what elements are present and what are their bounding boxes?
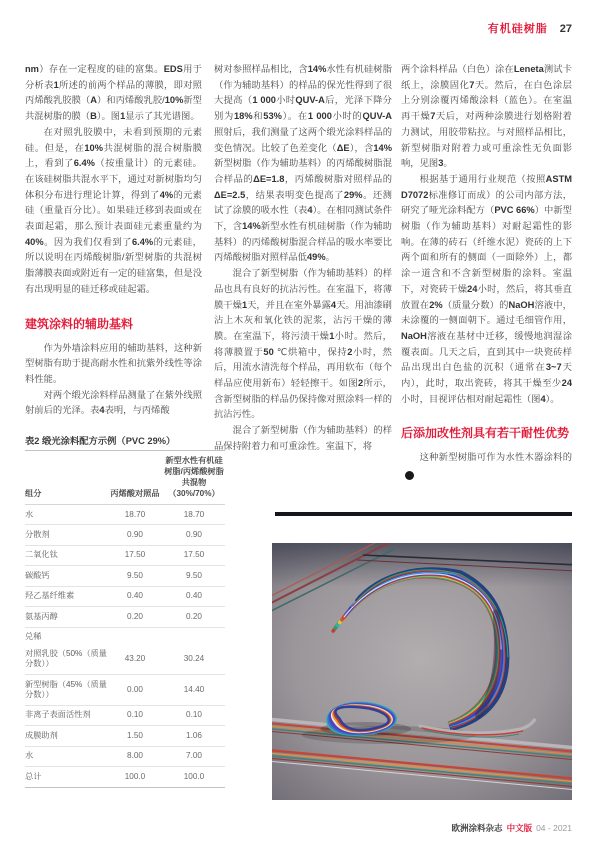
continue-arrow-icon: ❯ [405, 471, 414, 480]
column-right [401, 62, 572, 482]
paragraph: 作为外墙涂料应用的辅助基料，这种新型树脂有助于提高耐水性和抗紫外线性等涂料性能。 [25, 342, 202, 384]
table-row: 水 8.00 7.00 [25, 746, 225, 766]
formulation-table-body [25, 505, 225, 788]
table-header-row [25, 450, 225, 504]
paragraph: 树对参照样品相比，含14%水性有机硅树脂（作为辅助基料）的样品的保光性得到了很大提高（1 000小时QUV-A后，光泽下降分别为18%和53%）。在1 000小时的QUV-A照射后，我们测量了这两个缎光涂料样品的变色情况。比较了色差变化（ΔE），含14%新型树脂（作为辅助基料）的丙烯酸树脂混合样品的ΔE=1.8，丙烯酸树脂对照样品的ΔE=2.5，结果表明变色提高了29%。还测试了涂膜的吸水性（表4）。在相同测试条件下，含14%新型水性有机硅树脂（作为辅助基料）的丙烯酸树脂混合样品的吸水率要比丙烯酸树脂对照样品低49%。 [214, 64, 392, 263]
formulation-table-block [25, 434, 224, 788]
paragraph: 这种新型树脂可作为水性木器涂料的❯ [401, 450, 572, 481]
table-title: 表2 缎光涂料配方示例（PVC 29%） [25, 436, 176, 447]
column-left [25, 62, 224, 788]
table-row: 水 18.70 18.70 [25, 505, 225, 525]
footer-edition: 中文版 [506, 823, 533, 833]
section-heading: 后添加改性剂具有若干耐性优势 [401, 426, 570, 441]
section-heading: 建筑涂料的辅助基料 [25, 316, 134, 331]
paint-swirl-image [272, 543, 572, 800]
paragraph: 混合了新型树脂（作为辅助基料）的样品也具有良好的抗沾污性。在室温下，将薄膜干燥1天，并且在室外暴露4天。用油漆刷沾上木灰和氧化铁的泥浆，沾污干燥的薄膜。在室温下，将污渍干燥1小时。然后，将薄膜置于50 ℃烘箱中，保持2小时，然后，用流水清洗每个样品，再用软布（每个样品应使用新布）轻轻擦干。如图2所示，含新型树脂的样品仍保持像对照涂料一样的抗沾污性。 [214, 268, 392, 420]
table-row: 碳酸钙 9.50 9.50 [25, 566, 225, 586]
paragraph: 根据基于通用行业规范（按照ASTM D7072标准修订而成）的公司内部方法，研究了哑光涂料配方（PVC 66%）中新型树脂（作为辅助基料）对耐起霜性的影响。在薄的砖石（纤维水泥）瓷砖的上下两个面和所有的侧面（一面除外）上，都涂一道含和不含新型树脂的涂料。室温下，对瓷砖干燥24小时，然后，将其垂直放置在2%（质量分数）的NaOH溶液中，未涂覆的一侧面朝下。通过毛细管作用，NaOH溶液在基材中迁移，缓慢地润湿涂覆表面。几天之后，直到其中一块瓷砖样品出现出白色盐的沉积（通常在3~7天内），此时，取出瓷砖，将其干燥至少24小时，目视评估相对耐起霜性（图4）。 [401, 173, 572, 404]
paragraph: 对两个缎光涂料样品测量了在紫外线照射前后的光泽。表4表明，与丙烯酸 [25, 389, 202, 416]
paragraph: nm）存在一定程度的硅的富集。EDS用于分析表1所述的前两个样品的薄膜，即对照丙烯酸乳胶膜（A）和丙烯酸乳胶/10%新型共混树脂的膜（B）。图1显示了其光谱图。 [25, 64, 202, 122]
hero-top-shade [272, 543, 572, 653]
table-row: 成膜助剂 1.50 1.06 [25, 726, 225, 746]
table-row: 分散剂 0.90 0.90 [25, 525, 225, 545]
table-row: 兑稀 [25, 632, 42, 642]
paint-swirl-svg [272, 543, 572, 800]
table-row: 对照乳胶（50%（质量分数）） 43.20 30.24 [25, 644, 225, 674]
page-footer [452, 822, 572, 834]
table-row: 羟乙基纤维素 0.40 0.40 [25, 586, 225, 606]
page-number: 27 [559, 23, 572, 35]
table-row: 非离子表面活性剂 0.10 0.10 [25, 705, 225, 725]
col-header-blend: 新型水性有机硅树脂/丙烯酸树脂共混物（30%/70%） [163, 450, 225, 504]
col-header-control: 丙烯酸对照品 [107, 450, 163, 504]
paragraph: 两个涂料样品（白色）涂在Leneta测试卡纸上，涂膜固化7天。然后，在白色涂层上分别涂覆丙烯酸涂料（蓝色）。在室温再干燥7天后，对两种涂膜进行划格附着力测试，用胶带粘拉。与对照样品相比，新型树脂对附着力或可重涂性无负面影响，见图3。 [401, 64, 572, 169]
table-row: 新型树脂（45%（质量分数）） 0.00 14.40 [25, 675, 225, 706]
paragraph: 混合了新型树脂（作为辅助基料）的样品保持附着力和可重涂性。室温下，将 [214, 425, 392, 451]
page-header [488, 20, 572, 36]
col-header-component: 组分 [25, 450, 107, 504]
divider-rule [275, 512, 572, 516]
formulation-table [25, 450, 225, 788]
paragraph: 在对照乳胶膜中，未看到预期的元素硅。但是，在10%共混树脂的混合树脂膜上，看到了6.4%（按重量计）的元素硅。在该硅树脂共混水平下，通过对新树脂均匀体积分布进行理论计算，得到了4%的元素硅（重量百分比）。如果硅迁移到表面或在表面起霜，那么预计表面硅元素重量约为40%。因为我们仅看到了6.4%的元素硅，所以说明在丙烯酸树脂/新型树脂的共混树脂薄膜表面或附近有一定的硅富集，但是没有出现明显的硅迁移或硅起霜。 [25, 126, 202, 294]
table-row: 二氧化钛 17.50 17.50 [25, 545, 225, 565]
table-row: 总计 100.0 100.0 [25, 767, 225, 787]
footer-magazine: 欧洲涂料杂志 [451, 823, 503, 833]
footer-issue: 04 - 2021 [536, 823, 572, 833]
table-row: 氨基丙醇 0.20 0.20 [25, 607, 225, 627]
section-title: 有机硅树脂 [487, 23, 548, 35]
column-middle [214, 62, 392, 455]
